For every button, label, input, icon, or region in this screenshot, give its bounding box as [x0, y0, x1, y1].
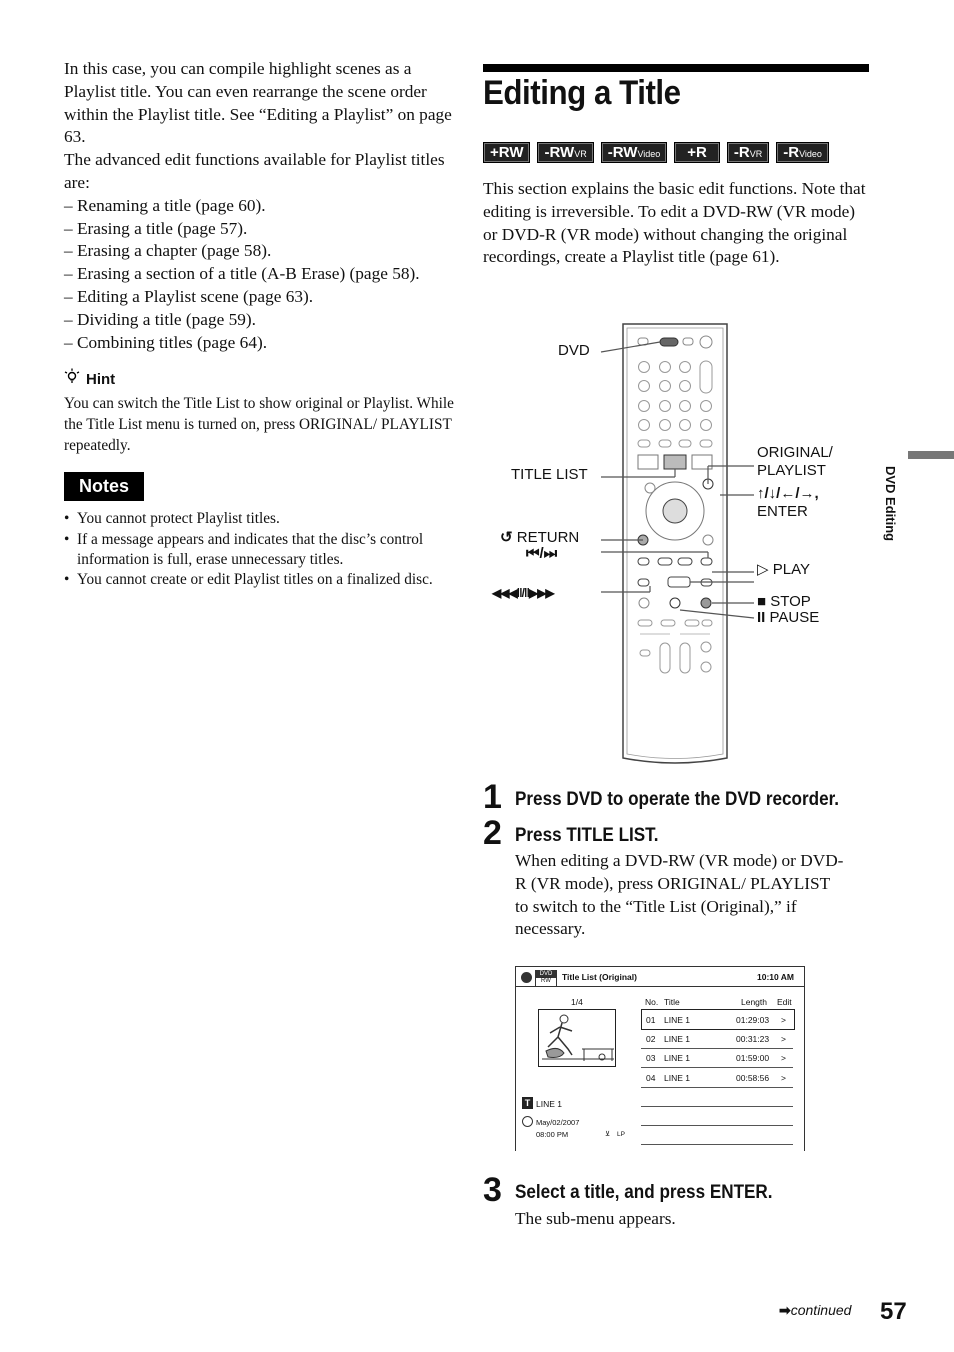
hint-heading	[64, 368, 456, 392]
step-body: When editing a DVD-RW (VR mode) or DVD-R (VR mode), press ORIGINAL/ PLAYLIST to switch to the “Title List (Original),” if necessary.	[515, 851, 844, 939]
step-heading: Select a title, and press ENTER.	[515, 1182, 773, 1203]
clock-icon	[522, 1116, 533, 1127]
notes-badge: Notes	[64, 472, 144, 502]
col-no: No.	[645, 997, 659, 1007]
side-tab-label: DVD Editing	[883, 466, 898, 542]
function-item: – Renaming a title (page 60).	[64, 195, 266, 215]
return-icon: ↺	[500, 529, 513, 546]
callout-prev-next: ⏮/⏭	[526, 545, 558, 562]
step-heading: Press DVD to operate the DVD recorder.	[515, 789, 840, 810]
screen-header: Title List (Original)	[562, 972, 637, 982]
lightbulb-icon	[64, 368, 80, 392]
note-item: • You cannot protect Playlist titles.	[64, 509, 456, 529]
screen-time: 10:10 AM	[757, 972, 795, 982]
col-edit: Edit	[777, 997, 792, 1007]
note-item: • If a message appears and indicates that the disc’s control information is full, erase unnecessary titles.	[64, 530, 456, 571]
function-item: – Erasing a section of a title (A-B Erase) (page 58).	[64, 264, 420, 284]
info-mode: LP	[617, 1131, 625, 1138]
hint-label: Hint	[86, 370, 116, 388]
dvd-rw-icon: DVD RW	[535, 970, 557, 987]
intro-paragraph: In this case, you can compile highlight scenes as a Playlist title. You can even rearrange the scene order within the Playlist title. See “Editing a Playlist” on page 63.	[64, 59, 452, 147]
info-time: 08:00 PM	[536, 1130, 569, 1139]
disc-badge: -RWVideo	[601, 142, 668, 163]
page-number: 57	[880, 1298, 907, 1325]
disc-badge: +RW	[483, 142, 530, 163]
title-rule	[483, 64, 869, 72]
notes-list	[64, 509, 456, 590]
callout-original: ORIGINAL/ PLAYLIST	[757, 444, 833, 479]
function-item: – Editing a Playlist scene (page 63).	[64, 286, 314, 306]
function-item: – Dividing a title (page 59).	[64, 309, 256, 329]
functions-intro: The advanced edit functions available for Playlist titles are:	[64, 150, 445, 192]
pause-icon: II	[757, 609, 766, 626]
empty-row	[641, 1106, 793, 1126]
callout-dvd: DVD	[558, 342, 590, 359]
disc-badge: -RVideo	[776, 142, 829, 163]
intro-text: This section explains the basic edit functions. Note that editing is irreversible. To edit a DVD-RW (VR mode) or DVD-R (VR mode) without changing the original recordings, create a Playlist title (page 61).	[483, 179, 866, 267]
disc-badge: -RVR	[727, 142, 769, 163]
callout-scan: ◀◀◀‖/‖▶▶▶	[492, 586, 554, 600]
callout-title-list: TITLE LIST	[511, 466, 588, 483]
disc-badge: -RWVR	[537, 142, 593, 163]
step-number: 3	[483, 1171, 502, 1209]
disc-badges	[483, 142, 829, 163]
empty-row	[641, 1087, 793, 1107]
step-number: 2	[483, 814, 502, 852]
title-list-screen: DVD RW Title List (Original) 10:10 AM 1/4 No. Title Length Edit 01 LINE 1 01:29:03 > 02 LINE 1 00:31:23 > 03 LINE 1 01:59:00 > 04 LINE 1 00:58:56 > T LINE 1 May/02/2007 08:00 PM ⊻ LP	[515, 966, 805, 1151]
callout-pause: II PAUSE	[757, 609, 820, 626]
continued-marker: ➡continued	[779, 1302, 852, 1318]
empty-row	[641, 1125, 793, 1145]
stop-icon: ■	[757, 593, 767, 610]
page-title: Editing a Title	[483, 74, 681, 112]
left-column	[64, 58, 456, 591]
function-item: – Erasing a chapter (page 58).	[64, 241, 272, 261]
thumbnail	[538, 1009, 616, 1067]
callout-arrows: ↑/↓/←/→,	[757, 485, 819, 502]
arrow-right-icon: ➡	[779, 1302, 791, 1318]
info-title: LINE 1	[536, 1099, 562, 1109]
callout-enter: ENTER	[757, 503, 808, 520]
hint-text: You can switch the Title List to show original or Playlist. While the Title List menu is turned on, press ORIGINAL/ PLAYLIST repeatedly.	[64, 395, 454, 454]
note-item: • You cannot create or edit Playlist titles on a finalized disc.	[64, 570, 456, 590]
step-heading: Press TITLE LIST.	[515, 825, 659, 846]
title-icon: T	[522, 1097, 533, 1109]
step-number: 1	[483, 778, 502, 816]
col-title: Title	[664, 997, 680, 1007]
side-tab	[878, 466, 918, 566]
callout-stop: ■ STOP	[757, 593, 811, 610]
play-icon: ▷	[757, 561, 769, 578]
callout-play: ▷ PLAY	[757, 561, 810, 578]
step-body: The sub-menu appears.	[515, 1209, 676, 1228]
function-item: – Erasing a title (page 57).	[64, 218, 248, 238]
page-indicator: 1/4	[571, 997, 583, 1007]
info-date: May/02/2007	[536, 1118, 580, 1127]
disc-icon	[521, 972, 532, 983]
function-item: – Combining titles (page 64).	[64, 332, 268, 352]
mode-icon: ⊻	[605, 1131, 611, 1138]
side-tab-bar	[908, 451, 954, 459]
disc-badge: +R	[674, 142, 720, 163]
col-length: Length	[741, 997, 767, 1007]
callout-return: ↺ RETURN	[500, 529, 580, 546]
